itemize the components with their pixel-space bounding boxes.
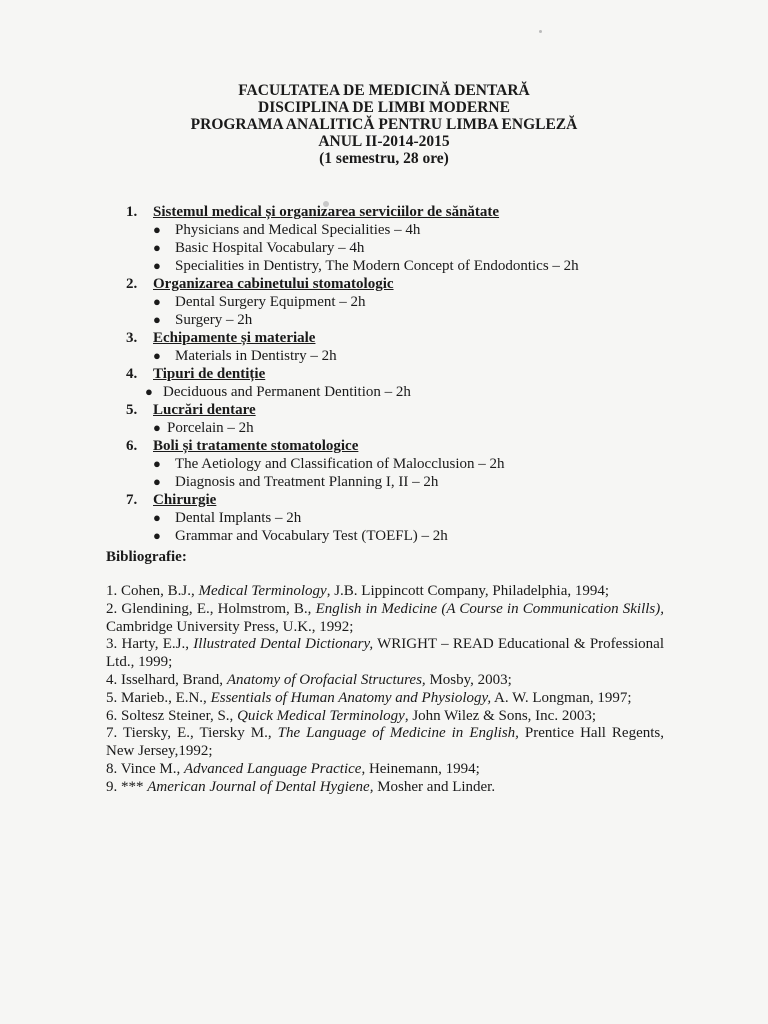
- item-text: The Aetiology and Classification of Malocclusion – 2h: [175, 456, 505, 472]
- entry-authors: 5. Marieb., E.N.,: [106, 689, 211, 706]
- bullet-icon: ●: [145, 384, 153, 399]
- semester-title: (1 semestru, 28 ore): [319, 150, 449, 167]
- syllabus-list: [105, 203, 705, 545]
- section-heading: [105, 365, 705, 383]
- bullet-icon: ●: [153, 312, 161, 327]
- item-text: Grammar and Vocabulary Test (TOEFL) – 2h: [175, 528, 448, 544]
- section-heading: [105, 203, 705, 221]
- section-number: 7.: [126, 492, 138, 508]
- item-text: Physicians and Medical Specialities – 4h: [175, 222, 421, 238]
- program-title: PROGRAMA ANALITICĂ PENTRU LIMBA ENGLEZĂ: [190, 116, 578, 133]
- entry-publisher: Mosby, 2003;: [425, 671, 512, 688]
- entry-title: Quick Medical Terminology: [237, 707, 405, 724]
- section-title: Tipuri de dentiție: [153, 366, 266, 382]
- entry-title: The Language of Medicine in English,: [277, 725, 519, 742]
- entry-publisher: , Heinemann, 1994;: [361, 760, 480, 777]
- section-title: Lucrări dentare: [153, 402, 256, 418]
- bullet-icon: ●: [153, 474, 161, 489]
- list-item: [105, 293, 705, 311]
- bullet-icon: ●: [153, 222, 161, 237]
- entry-authors: 7. Tiersky, E., Tiersky M.,: [106, 725, 278, 742]
- item-text: Deciduous and Permanent Dentition – 2h: [163, 384, 411, 400]
- entry-publisher: A. W. Longman, 1997;: [491, 689, 632, 706]
- section-number: 4.: [126, 366, 138, 382]
- bibliography-entry: [106, 761, 664, 779]
- section-heading: [105, 329, 705, 347]
- document-header: [0, 82, 768, 167]
- list-item: [105, 527, 705, 545]
- item-text: Surgery – 2h: [175, 312, 253, 328]
- bullet-icon: ●: [153, 348, 161, 363]
- item-text: Basic Hospital Vocabulary – 4h: [175, 240, 365, 256]
- bullet-icon: ●: [153, 420, 161, 435]
- bibliography-entry: [106, 690, 664, 708]
- entry-authors: 4. Isselhard, Brand,: [106, 671, 227, 688]
- entry-publisher: WRIGHT – READ Educational & Professional Ltd., 1999;: [106, 636, 664, 671]
- section-heading: [105, 401, 705, 419]
- bibliography-entry: [106, 583, 664, 601]
- entry-title: American Journal of Dental Hygiene,: [147, 778, 374, 795]
- year-title: ANUL II-2014-2015: [318, 133, 450, 150]
- list-item: [105, 383, 705, 401]
- list-item: [105, 311, 705, 329]
- bibliography-entry: [106, 779, 664, 797]
- bibliography-entry: [106, 672, 664, 690]
- entry-authors: 1. Cohen, B.J.,: [106, 583, 199, 599]
- faculty-title: FACULTATEA DE MEDICINĂ DENTARĂ: [238, 82, 530, 99]
- scan-speck: [539, 30, 542, 33]
- list-item: [105, 473, 705, 491]
- entry-authors: 9. ***: [106, 778, 148, 795]
- section-heading: [105, 275, 705, 293]
- list-item: [105, 257, 705, 275]
- entry-title: English in Medicine (A Course in Communication Skills),: [315, 600, 664, 617]
- bullet-icon: ●: [153, 456, 161, 471]
- list-item: [105, 239, 705, 257]
- entry-title: Advanced Language Practice: [183, 760, 362, 777]
- section-number: 3.: [126, 330, 138, 346]
- discipline-title: DISCIPLINA DE LIMBI MODERNE: [258, 99, 510, 116]
- item-text: Specialities in Dentistry, The Modern Concept of Endodontics – 2h: [175, 258, 579, 274]
- bibliography-heading: Bibliografie:: [106, 549, 187, 565]
- entry-publisher: , John Wilez & Sons, Inc. 2003;: [404, 707, 597, 724]
- list-item: [105, 509, 705, 527]
- section-title: Chirurgie: [153, 492, 217, 508]
- entry-title: Illustrated Dental Dictionary,: [193, 636, 374, 653]
- bibliography-list: [106, 583, 664, 797]
- section-number: 1.: [126, 204, 138, 220]
- entry-authors: 2. Glendining, E., Holmstrom, B.,: [106, 600, 316, 617]
- entry-publisher: , J.B. Lippincott Company, Philadelphia, 1994;: [326, 583, 610, 599]
- list-item: [105, 419, 705, 437]
- section-number: 2.: [126, 276, 138, 292]
- item-text: Dental Surgery Equipment – 2h: [175, 294, 366, 310]
- list-item: [105, 455, 705, 473]
- entry-authors: 3. Harty, E.J.,: [106, 636, 194, 653]
- entry-title: Essentials of Human Anatomy and Physiology,: [210, 689, 492, 706]
- section-title: Echipamente și materiale: [153, 330, 316, 346]
- item-text: Dental Implants – 2h: [175, 510, 302, 526]
- bibliography-entry: [106, 636, 664, 672]
- bibliography-entry: [106, 725, 664, 761]
- entry-authors: 6. Soltesz Steiner, S.,: [106, 707, 238, 724]
- section-title: Organizarea cabinetului stomatologic: [153, 276, 394, 292]
- bullet-icon: ●: [153, 294, 161, 309]
- section-title: Sistemul medical și organizarea serviciilor de sănătate: [153, 204, 500, 220]
- bullet-icon: ●: [153, 510, 161, 525]
- section-number: 5.: [126, 402, 138, 418]
- entry-publisher: Prentice Hall Regents, New Jersey,1992;: [106, 725, 664, 760]
- entry-publisher: Mosher and Linder.: [373, 778, 496, 795]
- entry-title: Medical Terminology: [198, 583, 327, 599]
- entry-publisher: Cambridge University Press, U.K., 1992;: [106, 618, 354, 635]
- item-text: Materials in Dentistry – 2h: [175, 348, 337, 364]
- bibliography-entry: [106, 601, 664, 637]
- bibliography-entry: [106, 708, 664, 726]
- section-heading: [105, 491, 705, 509]
- bullet-icon: ●: [153, 528, 161, 543]
- section-number: 6.: [126, 438, 138, 454]
- entry-title: Anatomy of Orofacial Structures,: [226, 671, 426, 688]
- entry-authors: 8. Vince M.,: [106, 760, 184, 777]
- item-text: Diagnosis and Treatment Planning I, II – 2h: [175, 474, 439, 490]
- bullet-icon: ●: [153, 240, 161, 255]
- bullet-icon: ●: [153, 258, 161, 273]
- item-text: Porcelain – 2h: [167, 420, 254, 436]
- list-item: [105, 221, 705, 239]
- section-heading: [105, 437, 705, 455]
- section-title: Boli și tratamente stomatologice: [153, 438, 359, 454]
- list-item: [105, 347, 705, 365]
